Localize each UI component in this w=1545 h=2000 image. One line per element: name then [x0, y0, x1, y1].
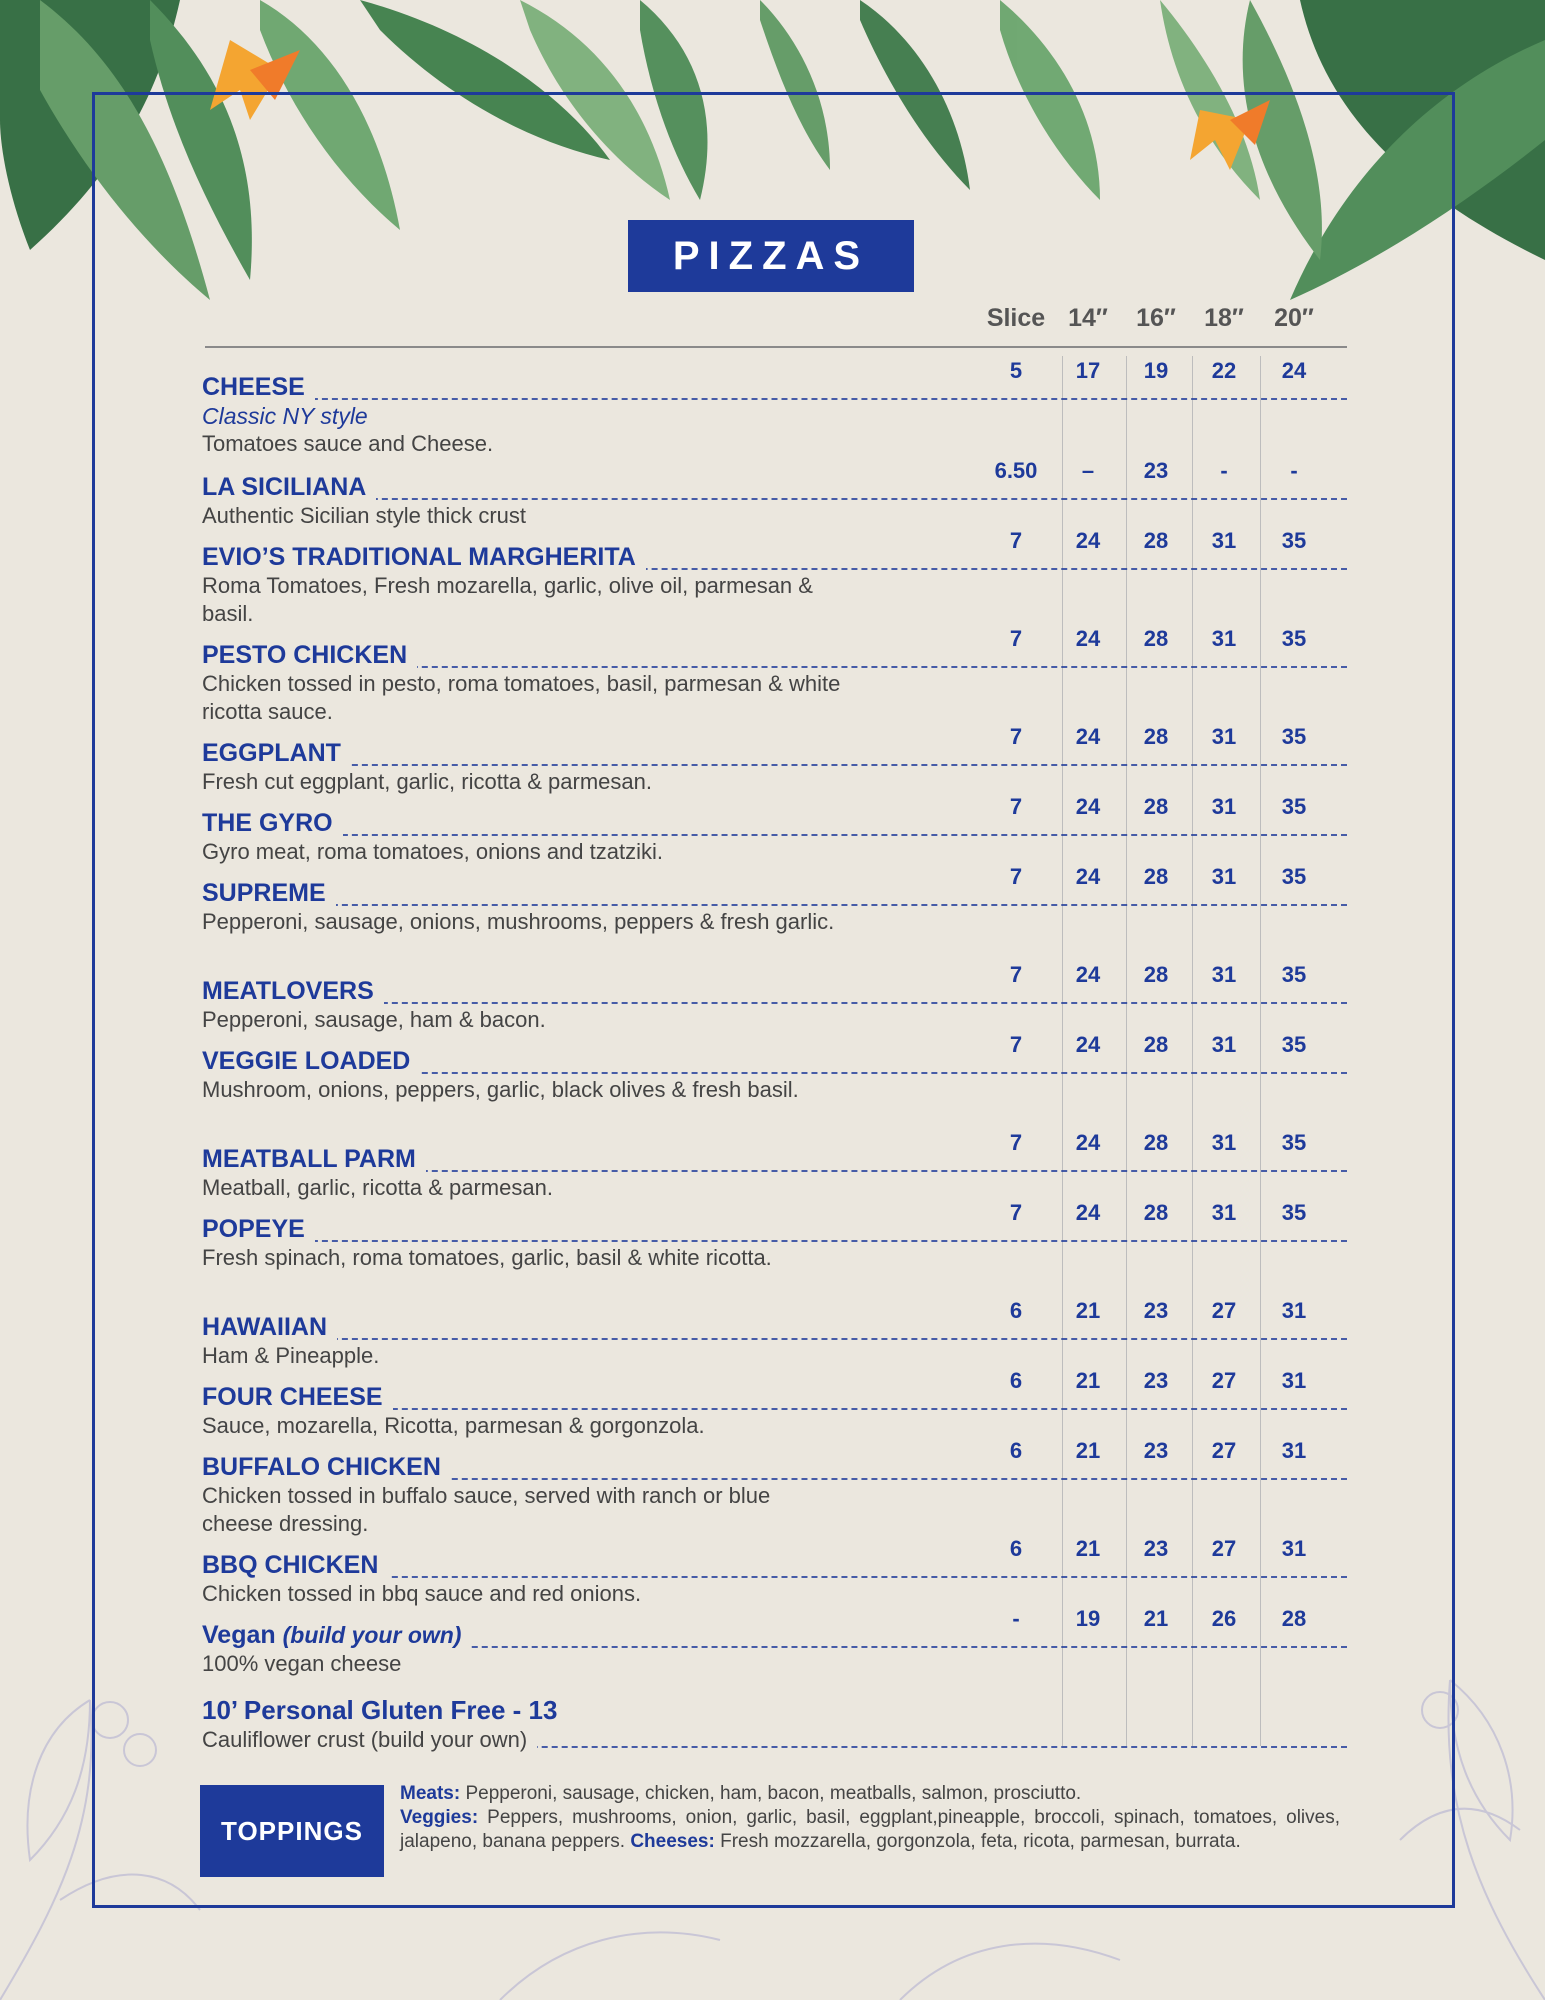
- item-description: Meatball, garlic, ricotta & parmesan.: [202, 1175, 553, 1200]
- column-header-16: 16″: [1136, 304, 1176, 332]
- item-price: 35: [1281, 962, 1307, 987]
- item-description: Fresh spinach, roma tomatoes, garlic, basil & white ricotta.: [202, 1245, 772, 1270]
- item-price: 24: [1075, 794, 1101, 819]
- column-header-18: 18″: [1204, 304, 1244, 332]
- dotted-leader: [202, 764, 1347, 766]
- item-price: 23: [1143, 1298, 1169, 1323]
- item-price: 23: [1143, 458, 1169, 483]
- item-price: 35: [1281, 724, 1307, 749]
- item-description: Chicken tossed in buffalo sauce, served with ranch or blue cheese dressing.: [202, 1483, 771, 1536]
- item-name: [202, 542, 646, 572]
- item-price: 35: [1281, 794, 1307, 819]
- item-name-text: BUFFALO CHICKEN: [202, 1453, 441, 1481]
- item-name: [202, 878, 336, 908]
- column-header-slice: Slice: [986, 304, 1046, 332]
- item-description: Pepperoni, sausage, ham & bacon.: [202, 1007, 546, 1032]
- item-name: [202, 1312, 337, 1342]
- item-name-text: CHEESE: [202, 373, 305, 401]
- item-price: 31: [1211, 528, 1237, 553]
- menu-item: [202, 372, 1347, 458]
- item-price: 7: [1009, 1200, 1023, 1225]
- item-price: -: [1012, 1606, 1020, 1631]
- item-price: 28: [1143, 962, 1169, 987]
- item-price: 31: [1211, 1130, 1237, 1155]
- item-price: 19: [1075, 1606, 1101, 1631]
- item-price: 7: [1009, 626, 1023, 651]
- item-price: -: [1220, 458, 1228, 483]
- item-price: 24: [1281, 358, 1307, 383]
- item-price: 23: [1143, 1438, 1169, 1463]
- dotted-leader: [202, 834, 1347, 836]
- item-price: 28: [1143, 1200, 1169, 1225]
- item-price: 31: [1281, 1298, 1307, 1323]
- item-price: 35: [1281, 1130, 1307, 1155]
- item-name-text: VEGGIE LOADED: [202, 1047, 411, 1075]
- item-description: Chicken tossed in pesto, roma tomatoes, basil, parmesan & white ricotta sauce.: [202, 671, 841, 724]
- item-name-text: THE GYRO: [202, 809, 333, 837]
- toppings-label: TOPPINGS: [200, 1785, 384, 1877]
- menu-item: [202, 542, 1347, 628]
- item-name-text: EVIO’S TRADITIONAL MARGHERITA: [202, 543, 636, 571]
- item-price: 28: [1143, 864, 1169, 889]
- item-name-text: MEATBALL PARM: [202, 1145, 416, 1173]
- item-price: 31: [1281, 1536, 1307, 1561]
- item-price: 28: [1143, 724, 1169, 749]
- gluten-free-item: [202, 1694, 1347, 1754]
- item-subtitle: Classic NY style: [202, 403, 368, 429]
- veggies-list: Peppers, mushrooms, onion, garlic, basil, eggplant,pineapple, broccoli, spinach, tomatoes, olives, jalapeno, banana peppers.: [400, 1807, 1341, 1852]
- item-price: 7: [1009, 1032, 1023, 1057]
- column-header-20: 20″: [1274, 304, 1314, 332]
- item-price: 28: [1143, 528, 1169, 553]
- item-price: 24: [1075, 962, 1101, 987]
- item-price: 31: [1281, 1438, 1307, 1463]
- item-price: 21: [1075, 1298, 1101, 1323]
- item-price: 21: [1075, 1536, 1101, 1561]
- item-name: [202, 1214, 315, 1244]
- item-name-suffix: (build your own): [282, 1622, 462, 1648]
- item-price: 31: [1211, 724, 1237, 749]
- item-price: 24: [1075, 1130, 1101, 1155]
- item-name: [202, 1452, 451, 1482]
- item-description: Authentic Sicilian style thick crust: [202, 503, 527, 528]
- cheeses-list: Fresh mozzarella, gorgonzola, feta, ricota, parmesan, burrata.: [720, 1831, 1241, 1852]
- dotted-leader: [202, 398, 1347, 400]
- item-price: 28: [1143, 626, 1169, 651]
- dotted-leader: [202, 904, 1347, 906]
- item-price: 35: [1281, 626, 1307, 651]
- item-name-text: FOUR CHEESE: [202, 1383, 383, 1411]
- item-price: 21: [1143, 1606, 1169, 1631]
- item-name: [202, 1550, 388, 1580]
- item-price: 27: [1211, 1298, 1237, 1323]
- item-description: Ham & Pineapple.: [202, 1343, 380, 1368]
- item-price: 27: [1211, 1368, 1237, 1393]
- item-price: 7: [1009, 864, 1023, 889]
- item-price: 19: [1143, 358, 1169, 383]
- item-name-text: LA SICILIANA: [202, 473, 367, 501]
- item-price: 21: [1075, 1438, 1101, 1463]
- meats-label: Meats:: [400, 1783, 461, 1804]
- item-name: [202, 640, 417, 670]
- item-description: Tomatoes sauce and Cheese.: [202, 431, 494, 456]
- item-name-text: POPEYE: [202, 1215, 305, 1243]
- item-name: [202, 976, 384, 1006]
- item-name-text: MEATLOVERS: [202, 977, 374, 1005]
- item-price: 31: [1211, 962, 1237, 987]
- item-price: 35: [1281, 1200, 1307, 1225]
- item-name: [202, 1144, 426, 1174]
- item-price: 31: [1281, 1368, 1307, 1393]
- item-description: Chicken tossed in bbq sauce and red onions.: [202, 1581, 642, 1606]
- item-price: 6.50: [994, 458, 1038, 483]
- item-name: [202, 1046, 420, 1076]
- item-price: 31: [1211, 626, 1237, 651]
- meats-list: Pepperoni, sausage, chicken, ham, bacon, meatballs, salmon, prosciutto.: [465, 1783, 1082, 1804]
- menu-item: [202, 1452, 1347, 1538]
- toppings-text: [400, 1782, 1340, 1854]
- item-description: Roma Tomatoes, Fresh mozarella, garlic, olive oil, parmesan & basil.: [202, 573, 813, 626]
- item-name: [202, 1620, 471, 1650]
- item-name-text: BBQ CHICKEN: [202, 1551, 379, 1579]
- column-header-14: 14″: [1068, 304, 1108, 332]
- gluten-free-name: 10’ Personal Gluten Free - 13: [202, 1695, 558, 1725]
- item-name: [202, 472, 376, 502]
- item-price: 35: [1281, 528, 1307, 553]
- item-name: [202, 372, 315, 402]
- item-price: 28: [1143, 794, 1169, 819]
- item-description: Fresh cut eggplant, garlic, ricotta & parmesan.: [202, 769, 652, 794]
- item-price: 24: [1075, 724, 1101, 749]
- item-price: 31: [1211, 1200, 1237, 1225]
- item-price: 26: [1211, 1606, 1237, 1631]
- item-price: -: [1290, 458, 1298, 483]
- item-price: 7: [1009, 724, 1023, 749]
- item-price: 27: [1211, 1438, 1237, 1463]
- item-description: Gyro meat, roma tomatoes, onions and tzatziki.: [202, 839, 663, 864]
- item-price: 31: [1211, 1032, 1237, 1057]
- item-name-text: Vegan: [202, 1621, 276, 1649]
- item-name: [202, 808, 343, 838]
- item-description: Mushroom, onions, peppers, garlic, black olives & fresh basil.: [202, 1077, 799, 1102]
- item-price: 7: [1009, 794, 1023, 819]
- item-name-text: EGGPLANT: [202, 739, 341, 767]
- item-price: 31: [1211, 864, 1237, 889]
- item-price: 7: [1009, 528, 1023, 553]
- page-title: PIZZAS: [628, 220, 914, 292]
- item-price: 6: [1009, 1298, 1023, 1323]
- item-price: 27: [1211, 1536, 1237, 1561]
- item-price: 7: [1009, 1130, 1023, 1155]
- item-name: [202, 1382, 393, 1412]
- header-rule: [205, 346, 1347, 348]
- item-price: 31: [1211, 794, 1237, 819]
- item-price: 6: [1009, 1536, 1023, 1561]
- item-name-text: HAWAIIAN: [202, 1313, 327, 1341]
- gluten-free-description: Cauliflower crust (build your own): [202, 1726, 537, 1754]
- veggies-label: Veggies:: [400, 1807, 479, 1828]
- item-price: 6: [1009, 1368, 1023, 1393]
- item-name-text: SUPREME: [202, 879, 326, 907]
- menu-item: [202, 640, 1347, 726]
- item-price: 28: [1281, 1606, 1307, 1631]
- item-price: 28: [1143, 1130, 1169, 1155]
- item-price: 22: [1211, 358, 1237, 383]
- item-price: 24: [1075, 864, 1101, 889]
- item-price: 35: [1281, 864, 1307, 889]
- item-description: Pepperoni, sausage, onions, mushrooms, peppers & fresh garlic.: [202, 909, 835, 934]
- item-price: 23: [1143, 1368, 1169, 1393]
- dotted-leader: [202, 1240, 1347, 1242]
- item-price: –: [1081, 458, 1095, 483]
- item-price: 7: [1009, 962, 1023, 987]
- item-price: 24: [1075, 626, 1101, 651]
- item-price: 5: [1009, 358, 1023, 383]
- item-price: 21: [1075, 1368, 1101, 1393]
- item-price: 24: [1075, 1032, 1101, 1057]
- item-price: 24: [1075, 528, 1101, 553]
- item-name: [202, 738, 351, 768]
- item-name-text: PESTO CHICKEN: [202, 641, 408, 669]
- dotted-leader: [202, 1338, 1347, 1340]
- item-description: Sauce, mozarella, Ricotta, parmesan & gorgonzola.: [202, 1413, 705, 1438]
- item-price: 35: [1281, 1032, 1307, 1057]
- item-price: 28: [1143, 1032, 1169, 1057]
- item-price: 17: [1075, 358, 1101, 383]
- item-price: 24: [1075, 1200, 1101, 1225]
- cheeses-label: Cheeses:: [630, 1831, 715, 1852]
- item-description: 100% vegan cheese: [202, 1651, 402, 1676]
- item-price: 6: [1009, 1438, 1023, 1463]
- item-price: 23: [1143, 1536, 1169, 1561]
